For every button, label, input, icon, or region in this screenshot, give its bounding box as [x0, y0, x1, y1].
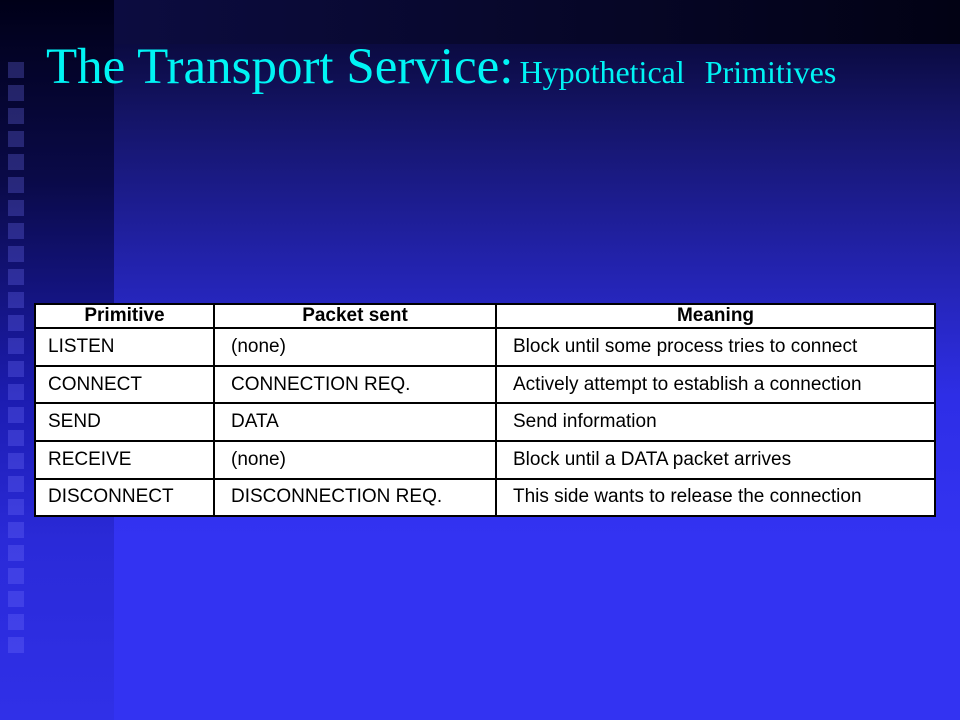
table-row — [36, 441, 934, 479]
header-primitive: Primitive — [36, 305, 214, 328]
cell-primitive: RECEIVE — [36, 441, 214, 479]
cell-primitive: SEND — [36, 403, 214, 441]
decorative-square — [8, 476, 24, 492]
decorative-square — [8, 246, 24, 262]
header-packet-sent: Packet sent — [214, 305, 496, 328]
decorative-square — [8, 522, 24, 538]
table-header-row — [36, 305, 934, 328]
table-row — [36, 328, 934, 366]
decorative-square — [8, 315, 24, 331]
primitives-table — [34, 303, 936, 517]
decorative-square — [8, 131, 24, 147]
cell-meaning: Send information — [496, 403, 934, 441]
cell-primitive: CONNECT — [36, 366, 214, 404]
decorative-square — [8, 108, 24, 124]
decorative-square — [8, 85, 24, 101]
cell-primitive: LISTEN — [36, 328, 214, 366]
decorative-square — [8, 338, 24, 354]
decorative-square — [8, 292, 24, 308]
decorative-square — [8, 200, 24, 216]
decorative-square — [8, 499, 24, 515]
decorative-square — [8, 453, 24, 469]
cell-meaning: Actively attempt to establish a connection — [496, 366, 934, 404]
slide-title-sub: Hypothetical Primitives — [519, 54, 837, 90]
decorative-square — [8, 269, 24, 285]
decorative-square — [8, 223, 24, 239]
header-meaning: Meaning — [496, 305, 934, 328]
decorative-square — [8, 62, 24, 78]
cell-packet-sent: DATA — [214, 403, 496, 441]
cell-packet-sent: (none) — [214, 441, 496, 479]
cell-meaning: This side wants to release the connection — [496, 479, 934, 515]
table-row — [36, 479, 934, 515]
table-row — [36, 403, 934, 441]
cell-primitive: DISCONNECT — [36, 479, 214, 515]
slide-title — [46, 38, 836, 96]
cell-packet-sent: (none) — [214, 328, 496, 366]
decorative-square — [8, 591, 24, 607]
cell-packet-sent: CONNECTION REQ. — [214, 366, 496, 404]
slide-title-main: The Transport Service: — [46, 39, 514, 95]
decorative-square — [8, 614, 24, 630]
table-row — [36, 366, 934, 404]
cell-meaning: Block until some process tries to connect — [496, 328, 934, 366]
decorative-squares — [8, 62, 24, 660]
decorative-square — [8, 407, 24, 423]
decorative-square — [8, 154, 24, 170]
decorative-square — [8, 384, 24, 400]
decorative-square — [8, 177, 24, 193]
decorative-square — [8, 545, 24, 561]
decorative-square — [8, 568, 24, 584]
cell-meaning: Block until a DATA packet arrives — [496, 441, 934, 479]
decorative-square — [8, 361, 24, 377]
decorative-square — [8, 637, 24, 653]
decorative-square — [8, 430, 24, 446]
cell-packet-sent: DISCONNECTION REQ. — [214, 479, 496, 515]
